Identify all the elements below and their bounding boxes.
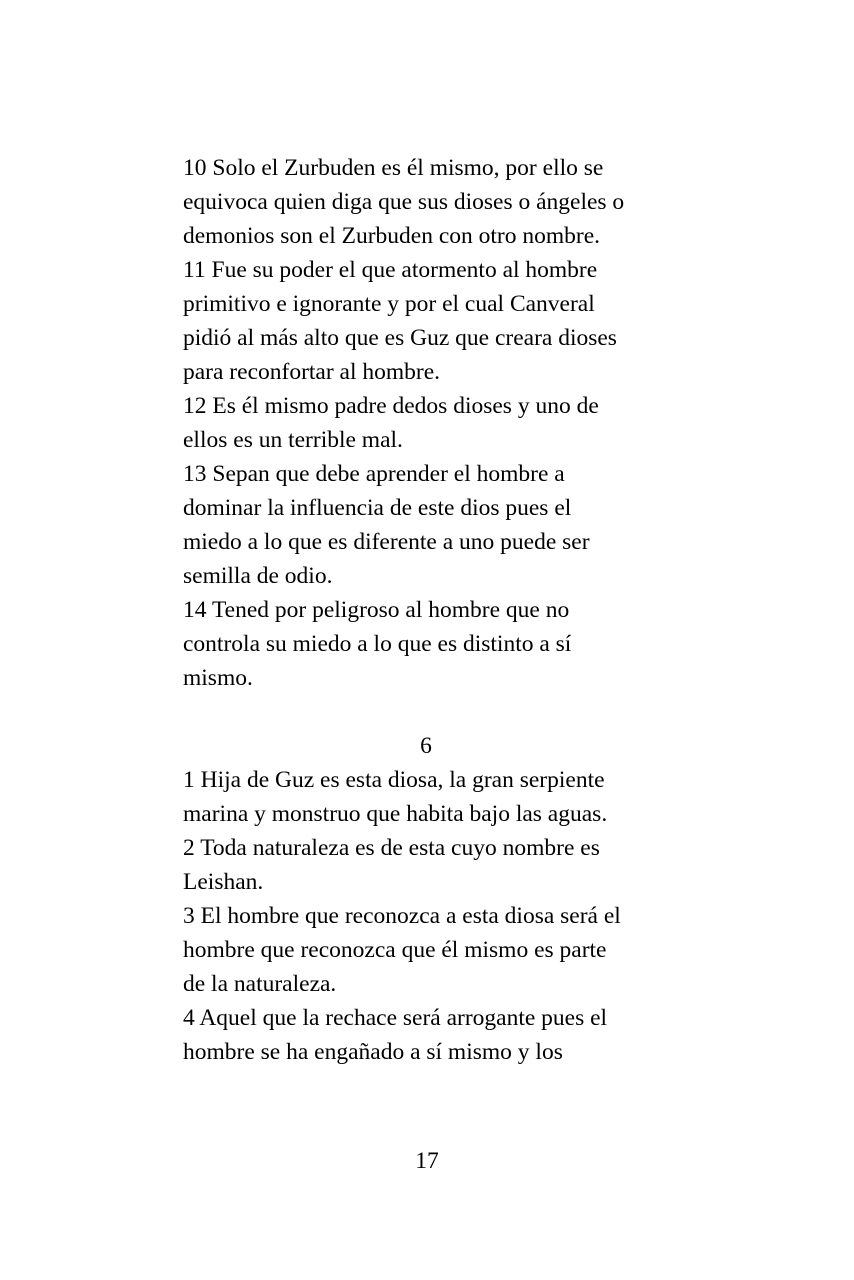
- text-line: 2 Toda naturaleza es de esta cuyo nombre es: [183, 835, 600, 861]
- text-line: 3 El hombre que reconozca a esta diosa será el: [183, 903, 621, 929]
- text-line: semilla de odio.: [183, 563, 333, 589]
- text-line: hombre que reconozca que él mismo es parte: [183, 937, 607, 963]
- text-line: 12 Es él mismo padre dedos dioses y uno de: [183, 393, 599, 419]
- page-number: 17: [415, 1148, 439, 1174]
- page-body: [183, 151, 683, 1069]
- section-continued: [183, 151, 683, 695]
- text-line: 14 Tened por peligroso al hombre que no: [183, 597, 570, 623]
- text-line: miedo a lo que es diferente a uno puede ser: [183, 529, 590, 555]
- section-6: [183, 729, 683, 1069]
- text-line: 11 Fue su poder el que atormento al hombre: [183, 257, 598, 283]
- text-line: 10 Solo el Zurbuden es él mismo, por ello se: [183, 155, 604, 181]
- text-line: dominar la influencia de este dios pues el: [183, 495, 572, 521]
- text-line: ellos es un terrible mal.: [183, 427, 403, 453]
- text-line: equivoca quien diga que sus dioses o ángeles o: [183, 189, 625, 215]
- section-heading: 6: [420, 733, 432, 759]
- text-line: Leishan.: [183, 869, 264, 895]
- text-line: controla su miedo a lo que es distinto a sí: [183, 631, 572, 657]
- text-line: primitivo e ignorante y por el cual Canveral: [183, 291, 595, 317]
- text-line: 4 Aquel que la rechace será arrogante pues el: [183, 1005, 608, 1031]
- blank-line: [183, 695, 683, 729]
- text-line: mismo.: [183, 665, 253, 691]
- text-line: marina y monstruo que habita bajo las aguas.: [183, 801, 608, 827]
- text-line: hombre se ha engañado a sí mismo y los: [183, 1039, 563, 1065]
- text-line: 1 Hija de Guz es esta diosa, la gran serpiente: [183, 767, 605, 793]
- text-line: demonios son el Zurbuden con otro nombre.: [183, 223, 601, 249]
- text-line: para reconfortar al hombre.: [183, 359, 441, 385]
- text-line: pidió al más alto que es Guz que creara dioses: [183, 325, 617, 351]
- text-line: de la naturaleza.: [183, 971, 337, 997]
- text-line: 13 Sepan que debe aprender el hombre a: [183, 461, 565, 487]
